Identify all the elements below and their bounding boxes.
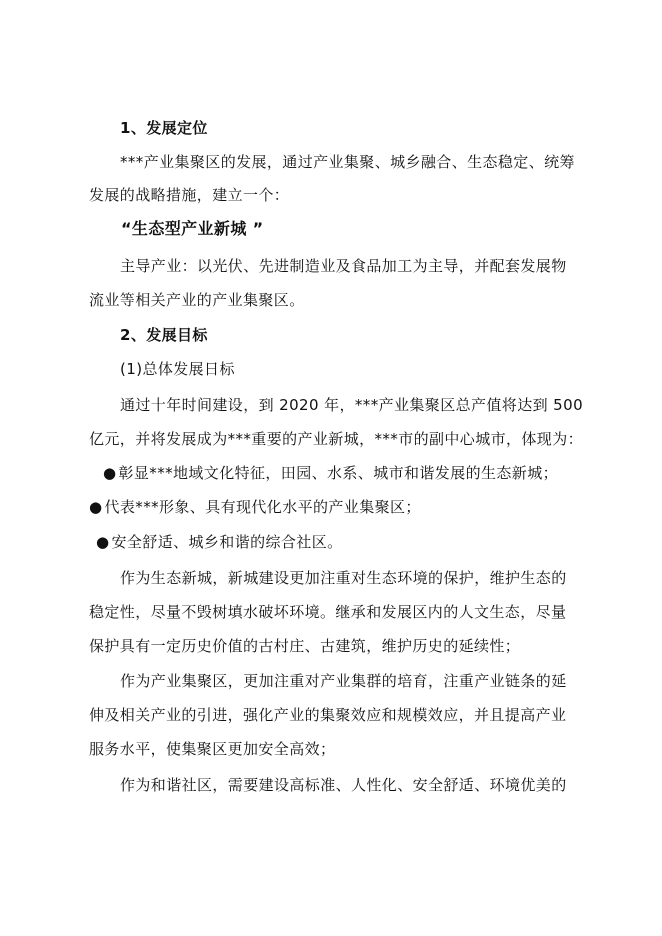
paragraph-6-line-1: 作为和谐社区，需要建设高标准、人性化、安全舒适、环境优美的 bbox=[120, 776, 567, 794]
bullet-item-3 bbox=[96, 532, 343, 552]
section-heading-goals: 2、发展目标 bbox=[120, 326, 208, 344]
paragraph-2-line-1: 主导产业：以光伏、先进制造业及食品加工为主导，并配套发展物 bbox=[120, 257, 567, 275]
paragraph-4-line-1: 作为生态新城，新城建设更加注重对生态环境的保护，维护生态的 bbox=[120, 569, 567, 587]
subheading-overall-goals: (1)总体发展日标 bbox=[120, 360, 235, 378]
bullet-item-text: 彰显***地域文化特征，田园、水系、城市和谐发展的生态新城； bbox=[118, 464, 559, 482]
paragraph-4-line-3: 保护具有一定历史价值的古村庄、古建筑，维护历史的延续性； bbox=[89, 637, 521, 655]
paragraph-1-line-2: 发展的战略措施，建立一个： bbox=[89, 186, 290, 204]
paragraph-5-line-1: 作为产业集聚区，更加注重对产业集群的培育，注重产业链条的延 bbox=[120, 672, 567, 690]
bullet-icon: ● bbox=[103, 464, 117, 482]
slogan-title: “生态型产业新城 ” bbox=[121, 219, 264, 238]
paragraph-3-line-2: 亿元，并将发展成为***重要的产业新城，***市的副中心城市，体现为： bbox=[89, 430, 584, 448]
bullet-item-1 bbox=[103, 463, 558, 483]
paragraph-5-line-3: 服务水平，使集聚区更加安全高效； bbox=[89, 740, 336, 758]
bullet-icon: ● bbox=[96, 533, 110, 551]
paragraph-2-line-2: 流业等相关产业的产业集聚区。 bbox=[89, 291, 305, 309]
paragraph-5-line-2: 伸及相关产业的引进，强化产业的集聚效应和规模效应，并且提高产业 bbox=[89, 706, 567, 724]
paragraph-1-line-1: ***产业集聚区的发展，通过产业集聚、城乡融合、生态稳定、统筹 bbox=[120, 153, 575, 171]
bullet-item-2 bbox=[89, 497, 421, 517]
bullet-icon: ● bbox=[89, 498, 103, 516]
paragraph-4-line-2: 稳定性，尽量不毁树填水破坏环境。继承和发展区内的人文生态，尽量 bbox=[89, 603, 567, 621]
section-heading-positioning: 1、发展定位 bbox=[120, 119, 208, 137]
bullet-item-text: 代表***形象、具有现代化水平的产业集聚区； bbox=[104, 498, 421, 516]
paragraph-3-line-1: 通过十年时间建设，到 2020 年，***产业集聚区总产值将达到 500 bbox=[120, 396, 584, 414]
bullet-item-text: 安全舒适、城乡和谐的综合社区。 bbox=[111, 533, 343, 551]
